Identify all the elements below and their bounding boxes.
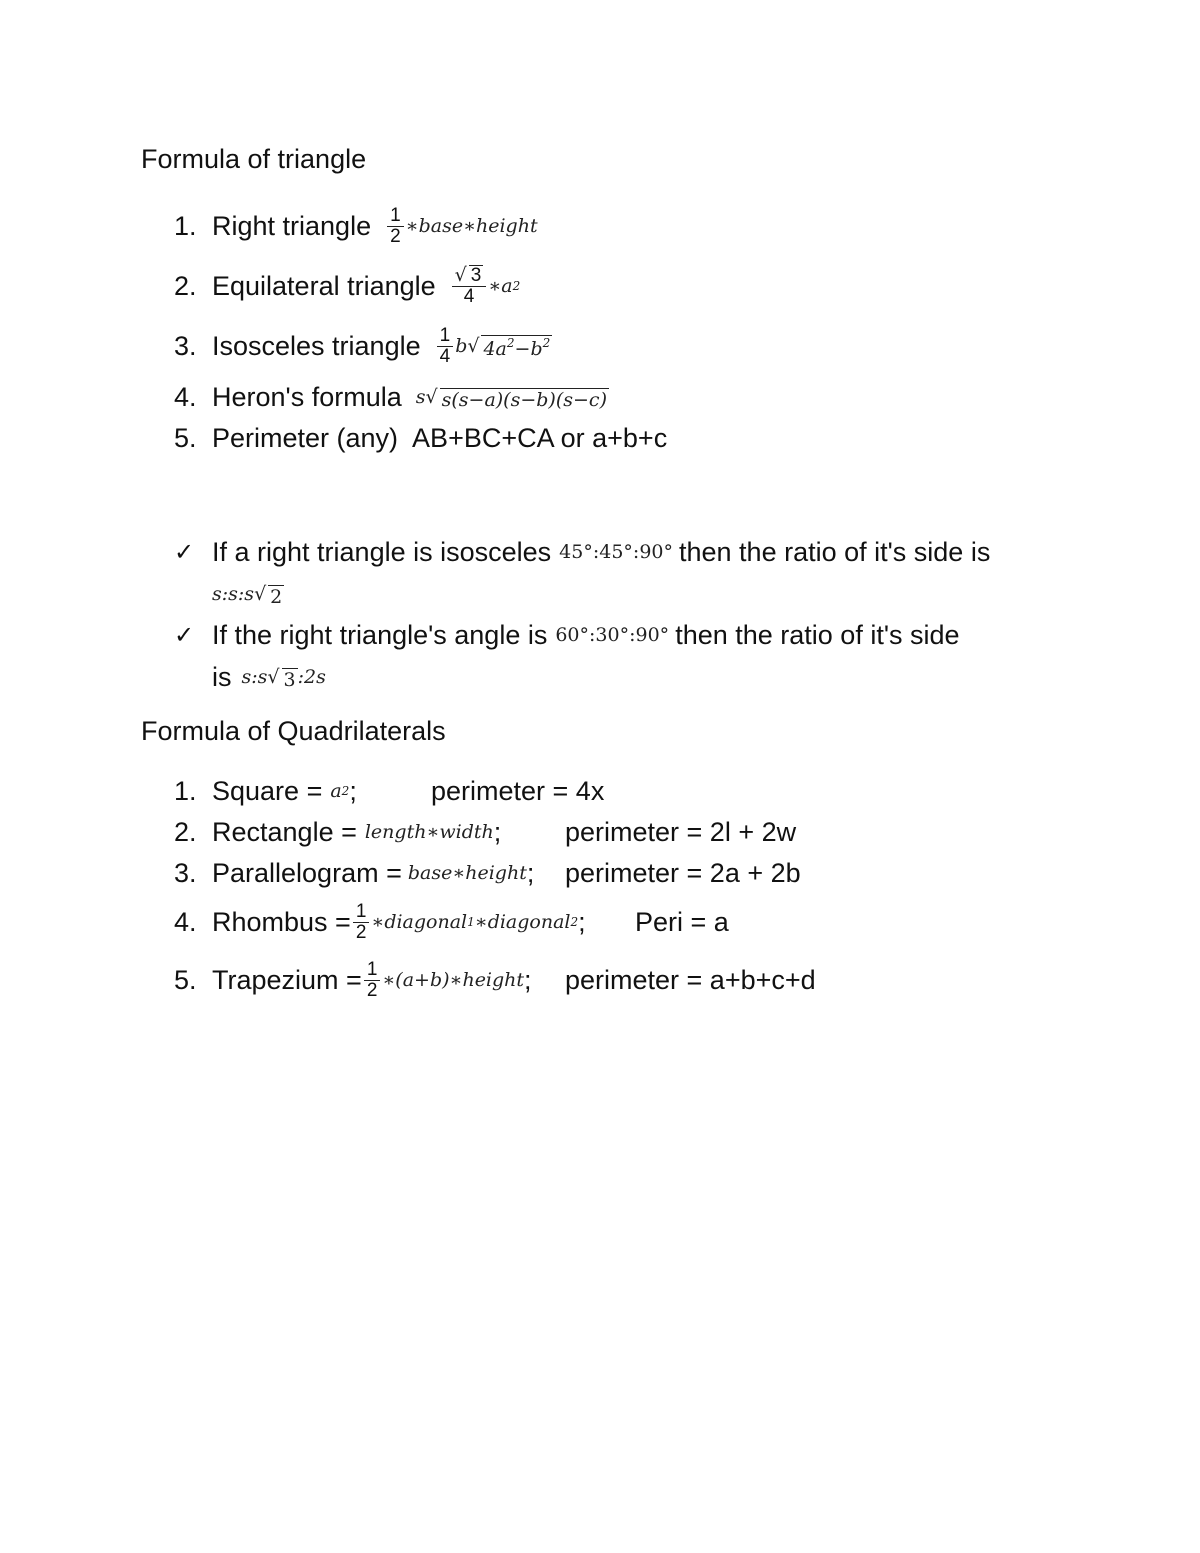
item-number: 3.	[174, 857, 197, 888]
sqrt-sign: √	[454, 264, 467, 286]
item-label: Equilateral triangle	[212, 270, 436, 301]
fraction: $\frac{1}{2}$	[387, 206, 404, 247]
note-30-60-90	[174, 615, 960, 655]
perimeter-text: perimeter = 4x	[431, 775, 605, 806]
fraction: $\frac{√ 3}{4}$	[452, 265, 487, 307]
side-ratio: s:s:s	[212, 583, 255, 605]
item-number: 2.	[174, 816, 197, 847]
triangle-heading: Formula of triangle	[141, 144, 367, 174]
formula: base∗height	[407, 862, 527, 884]
formula: length∗width	[364, 821, 494, 843]
fraction: $\frac{1}{4}$	[437, 326, 454, 367]
note-isosceles-right	[174, 532, 990, 572]
item-label: Trapezium =	[212, 964, 362, 995]
formula-b: b	[455, 335, 468, 357]
item-label: Perimeter (any)	[212, 422, 399, 453]
perimeter-value: AB+BC+CA or a+b+c	[412, 422, 668, 453]
item-number: 4.	[174, 906, 197, 937]
item-label: Square =	[212, 775, 323, 806]
quadrilateral-heading: Formula of Quadrilaterals	[141, 716, 446, 746]
item-number: 1.	[174, 775, 197, 806]
perimeter-text: perimeter = 2l + 2w	[565, 816, 797, 847]
sqrt-sign: √	[467, 335, 480, 357]
item-number: 5.	[174, 964, 197, 995]
note-isosceles-side: s:s:s √ 2	[212, 583, 283, 608]
radicand: $4a^2-b^2$	[483, 335, 551, 360]
quad-item-parallelogram: 3. Parallelogram = base∗height ; perimeter = 2a + 2b	[174, 857, 801, 888]
triangle-item-isosceles	[174, 324, 552, 368]
perimeter-text: perimeter = a+b+c+d	[565, 964, 816, 995]
perimeter-text: perimeter = 2a + 2b	[565, 857, 801, 888]
note-text: is	[212, 661, 232, 692]
quad-item-square: 1. Square = a 2 ; perimeter = 4x	[174, 775, 605, 806]
angle-ratio: 45°:45°:90°	[559, 541, 673, 563]
note-text: then the ratio of it's side	[675, 619, 960, 650]
triangle-item-perimeter	[174, 416, 667, 460]
quad-item-rectangle: 2. Rectangle = length∗width ; perimeter = 2l + 2w	[174, 816, 797, 847]
quad-item-rhombus: 4. Rhombus = $\frac{1}{2}$ ∗diagonal 1 ∗diagonal 2 ; Peri = a	[174, 900, 729, 943]
triangle-item-right	[174, 204, 538, 248]
radicand: s(s−a)(s−b)(s−c)	[441, 388, 607, 411]
angle-ratio: 60°:30°:90°	[555, 624, 670, 646]
item-label: Rectangle =	[212, 816, 357, 847]
fraction: $\frac{1}{2}$	[364, 960, 381, 1001]
note-text: then the ratio of it's side is	[679, 536, 991, 567]
item-number: 5.	[174, 422, 197, 453]
item-number: 3.	[174, 330, 197, 361]
item-number: 4.	[174, 381, 197, 412]
note-30-60-90-side: is s:s √ 3 :2s	[212, 661, 326, 692]
item-label: Isosceles triangle	[212, 330, 421, 361]
checkmark-icon: ✓	[174, 538, 195, 566]
formula: ∗(a+b)∗height	[382, 969, 525, 991]
formula: a	[330, 780, 342, 802]
side-ratio: s:s	[241, 666, 268, 688]
fraction: $\frac{1}{2}$	[353, 902, 370, 943]
triangle-item-heron	[174, 375, 609, 419]
formula-tail: ∗base∗height	[405, 215, 538, 237]
note-text: If a right triangle is isosceles	[212, 536, 552, 567]
formula-s: s	[415, 386, 426, 408]
checkmark-icon: ✓	[174, 621, 195, 649]
note-text: If the right triangle's angle is	[212, 619, 548, 650]
formula: ∗diagonal	[371, 911, 468, 933]
formula-tail: ∗a	[488, 275, 513, 297]
item-label: Right triangle	[212, 210, 372, 241]
item-label: Rhombus =	[212, 906, 351, 937]
item-number: 1.	[174, 210, 197, 241]
triangle-item-equilateral	[174, 264, 520, 308]
item-label: Parallelogram =	[212, 857, 402, 888]
quad-item-trapezium: 5. Trapezium = $\frac{1}{2}$ ∗(a+b)∗height ; perimeter = a+b+c+d	[174, 958, 816, 1001]
item-label: Heron's formula	[212, 381, 402, 412]
sqrt-sign: √	[267, 666, 280, 688]
sqrt-sign: √	[425, 386, 438, 408]
item-number: 2.	[174, 270, 197, 301]
perimeter-text: Peri = a	[635, 906, 729, 937]
sqrt-sign: √	[254, 583, 267, 605]
exponent: 2	[512, 279, 521, 293]
